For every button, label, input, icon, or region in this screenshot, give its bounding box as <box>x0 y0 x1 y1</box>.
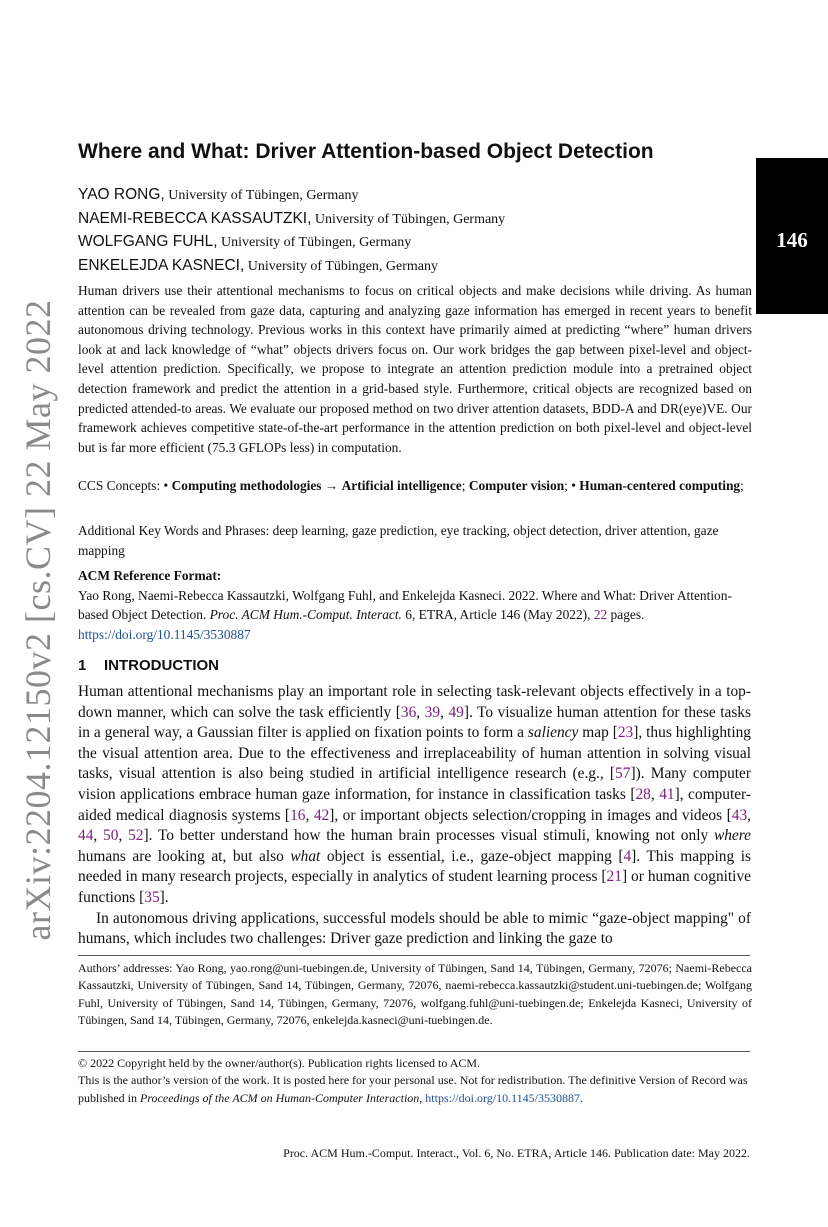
text: humans are looking at, but also <box>78 847 291 865</box>
author-name: YAO RONG, <box>78 186 165 203</box>
section-title: INTRODUCTION <box>104 657 219 674</box>
author-name: ENKELEJDA KASNECI, <box>78 256 245 274</box>
acm-reference <box>78 566 752 644</box>
section-heading <box>78 657 219 674</box>
citation-link[interactable]: 52 <box>128 827 144 845</box>
text: ]. To better understand how the human brain processes visual stimuli, knowing not only <box>143 827 714 845</box>
author-affiliation: University of Tübingen, Germany <box>244 258 439 274</box>
text: map [ <box>578 724 618 742</box>
copyright-notice <box>78 1055 752 1107</box>
paragraph: In autonomous driving applications, successful models should be able to mimic “gaze-object mapping" of humans, which includes two challenges: Driver gaze prediction and linking the gaze to <box>78 909 751 948</box>
author <box>78 255 758 279</box>
ccs-concept: Artificial intelligence <box>341 478 462 493</box>
text: Human attentional mechanisms play an important role in selecting task-relevant objects effectively in a top-down manner, which can solve the task efficiently [ <box>78 683 751 721</box>
text: object is essential, i.e., gaze-object mapping [ <box>320 847 624 865</box>
page-footer: Proc. ACM Hum.-Comput. Interact., Vol. 6, No. ETRA, Article 146. Publication date: May 2022. <box>283 1146 750 1160</box>
doi-link[interactable]: https://doi.org/10.1145/3530887 <box>425 1090 580 1105</box>
author-affiliation: University of Tübingen, Germany <box>164 188 359 203</box>
reference-journal: Proc. ACM Hum.-Comput. Interact. <box>209 607 402 623</box>
introduction-body <box>78 682 751 950</box>
citation-link[interactable]: 44 <box>78 827 94 845</box>
emphasis: saliency <box>527 724 579 742</box>
author <box>78 231 758 255</box>
text: ]). Many computer vision applications embrace human gaze information, for instance in classification tasks [ <box>78 765 751 803</box>
journal-name: Proceedings of the ACM on Human-Computer Interaction <box>140 1090 420 1105</box>
citation-link[interactable]: 50 <box>103 827 119 845</box>
author <box>78 208 758 232</box>
arxiv-stamp: arXiv:2204.12150v2 [cs.CV] 22 May 2022 <box>18 299 58 941</box>
citation-link[interactable]: 21 <box>606 868 622 886</box>
ccs-concept: Human-centered computing <box>579 478 741 493</box>
text: ]. <box>159 888 169 906</box>
emphasis: what <box>290 847 321 865</box>
citation-link[interactable]: 4 <box>623 847 632 865</box>
ccs-concept: Computer vision <box>468 478 565 493</box>
ccs-arrow: → <box>321 478 342 493</box>
reference-text: Yao Rong, Naemi-Rebecca Kassautzki, Wolfgang Fuhl, and Enkelejda Kasneci. 2022. Where and What: Driver Attention-based Object Detection. <box>78 587 732 623</box>
citation-link[interactable]: 42 <box>313 806 330 824</box>
abstract: Human drivers use their attentional mechanisms to focus on critical objects and make decisions while driving. As human attention can be revealed from gaze data, capturing and analyzing gaze information has emerged in recent years to benefit autonomous driving technology. Previous works in this context have primarily aimed at predicting “where” human drivers look at and lack knowledge of “what” objects drivers focus on. Our work bridges the gap between pixel-level and object-level attention prediction. Specifically, we propose to integrate an attention prediction module into a pretrained object detection framework and predict the attention in a grid-based style. Furthermore, critical objects are recognized based on predicted attended-to areas. We evaluate our proposed method on two driver attention datasets, BDD-A and DR(eye)VE. Our framework achieves competitive state-of-the-art performance in the attention prediction on both pixel-level and object-level but is far more efficient (75.3 GFLOPs less) in computation. <box>78 283 752 455</box>
page-number-tab <box>756 158 828 314</box>
ccs-concept: Computing methodologies <box>171 478 322 493</box>
copyright-line <box>78 1072 752 1107</box>
text: ], or important objects selection/cropping in images and videos [ <box>329 806 732 824</box>
copyright-divider <box>78 1051 750 1052</box>
citation-link[interactable]: 35 <box>144 888 160 906</box>
author-name: WOLFGANG FUHL, <box>78 233 218 250</box>
text: This is the author’s version of the work. It is posted here for your personal use. Not for redistribution. The definitive Version of Record was published in <box>78 1073 748 1105</box>
doi-link[interactable]: https://doi.org/10.1145/3530887 <box>78 626 251 642</box>
page-number: 146 <box>776 228 808 252</box>
citation-link[interactable]: 16 <box>290 806 306 824</box>
ccs-end: ; <box>740 478 744 493</box>
text: ]. This mapping is needed in many research projects, especially in analytics of student learning process [ <box>78 847 751 886</box>
paper-title: Where and What: Driver Attention-based Object Detection <box>78 140 654 163</box>
reference-text: 6, ETRA, Article 146 (May 2022), <box>401 607 594 623</box>
citation-link[interactable]: 23 <box>617 724 634 742</box>
ccs-concepts <box>78 476 752 496</box>
section-number: 1 <box>78 657 87 674</box>
text: ] or human cognitive functions [ <box>78 868 751 906</box>
text: ], computer-aided medical diagnosis systems [ <box>78 785 751 824</box>
author-list <box>78 184 758 278</box>
ccs-separator: ; <box>461 478 469 493</box>
keywords: Additional Key Words and Phrases: deep learning, gaze prediction, eye tracking, object detection, driver attention, gaze mapping <box>78 523 719 558</box>
paragraph: Human attentional mechanisms play an important role in selecting task-relevant objects effectively in a top-down manner, which can solve the task efficiently [36, 39, 49]. To visualize human attention for these tasks in a general way, a Gaussian filter is applied on fixation points to form a saliency map [23], thus highlighting the visual attention area. Due to the effectiveness and irreplaceability of human attention in solving visual tasks, visual attention is also being studied in artificial intelligence research (e.g., [57]). Many computer vision applications embrace human gaze information, for instance in classification tasks [28, 41], computer-aided medical diagnosis systems [16, 42], or important objects selection/cropping in images and videos [43, 44, 50, 52]. To better understand how the human brain processes visual stimuli, knowing not only where humans are looking at, but also what object is essential, i.e., gaze-object mapping [4]. This mapping is needed in many research projects, especially in analytics of student learning process [21] or human cognitive functions [35]. <box>78 683 752 906</box>
authors-addresses-footnote: Authors’ addresses: Yao Rong, yao.rong@uni-tuebingen.de, University of Tübingen, Sand 14, Tübingen, Germany, 72076; Naemi-Rebecca Kassautzki, University of Tübingen, Sand 14, Tübingen, Germany, 72076, naemi-rebecca.kassautzki@student.uni-tuebingen.de; Wolfgang Fuhl, University of Tübingen, Sand 14, Tübingen, Germany, 72076, wolfgang.fuhl@uni-tuebingen.de; Enkelejda Kasneci, University of Tübingen, Sand 14, Tübingen, Germany, 72076, enkelejda.kasneci@uni-tuebingen.de. <box>78 961 752 1028</box>
text: ]. To visualize human attention for these tasks in a general way, a Gaussian filter is applied on fixation points to form a <box>78 703 751 742</box>
copyright-line: © 2022 Copyright held by the owner/author(s). Publication rights licensed to ACM. <box>78 1056 481 1070</box>
reference-text: pages. <box>607 607 645 623</box>
page-count-link[interactable]: 22 <box>593 607 608 623</box>
text: , <box>419 1090 426 1105</box>
ccs-separator: ; • <box>564 478 580 493</box>
citation-link[interactable]: 43 <box>731 806 748 824</box>
citation-link[interactable]: 57 <box>615 765 631 783</box>
citation-link[interactable]: 39 <box>424 703 441 721</box>
citation-link[interactable]: 49 <box>448 703 464 721</box>
citation-link[interactable]: 41 <box>659 785 675 803</box>
acm-reference-text <box>78 586 752 645</box>
citation-link[interactable]: 28 <box>635 785 651 803</box>
author-affiliation: University of Tübingen, Germany <box>311 211 506 227</box>
author <box>78 184 758 208</box>
text: . <box>579 1090 583 1105</box>
author-affiliation: University of Tübingen, Germany <box>217 235 412 250</box>
citation-link[interactable]: 36 <box>400 703 417 721</box>
emphasis: where <box>713 827 752 845</box>
footnote-divider <box>78 955 750 956</box>
acm-reference-heading: ACM Reference Format: <box>78 568 222 583</box>
text: ], thus highlighting the visual attention area. Due to the effectiveness and irreplaceability of human attention in solving visual tasks, visual attention is also being studied in artificial intelligence research (e.g., [ <box>78 724 751 783</box>
author-name: NAEMI-REBECCA KASSAUTZKI, <box>78 209 312 227</box>
ccs-label: CCS Concepts: • <box>78 478 172 493</box>
